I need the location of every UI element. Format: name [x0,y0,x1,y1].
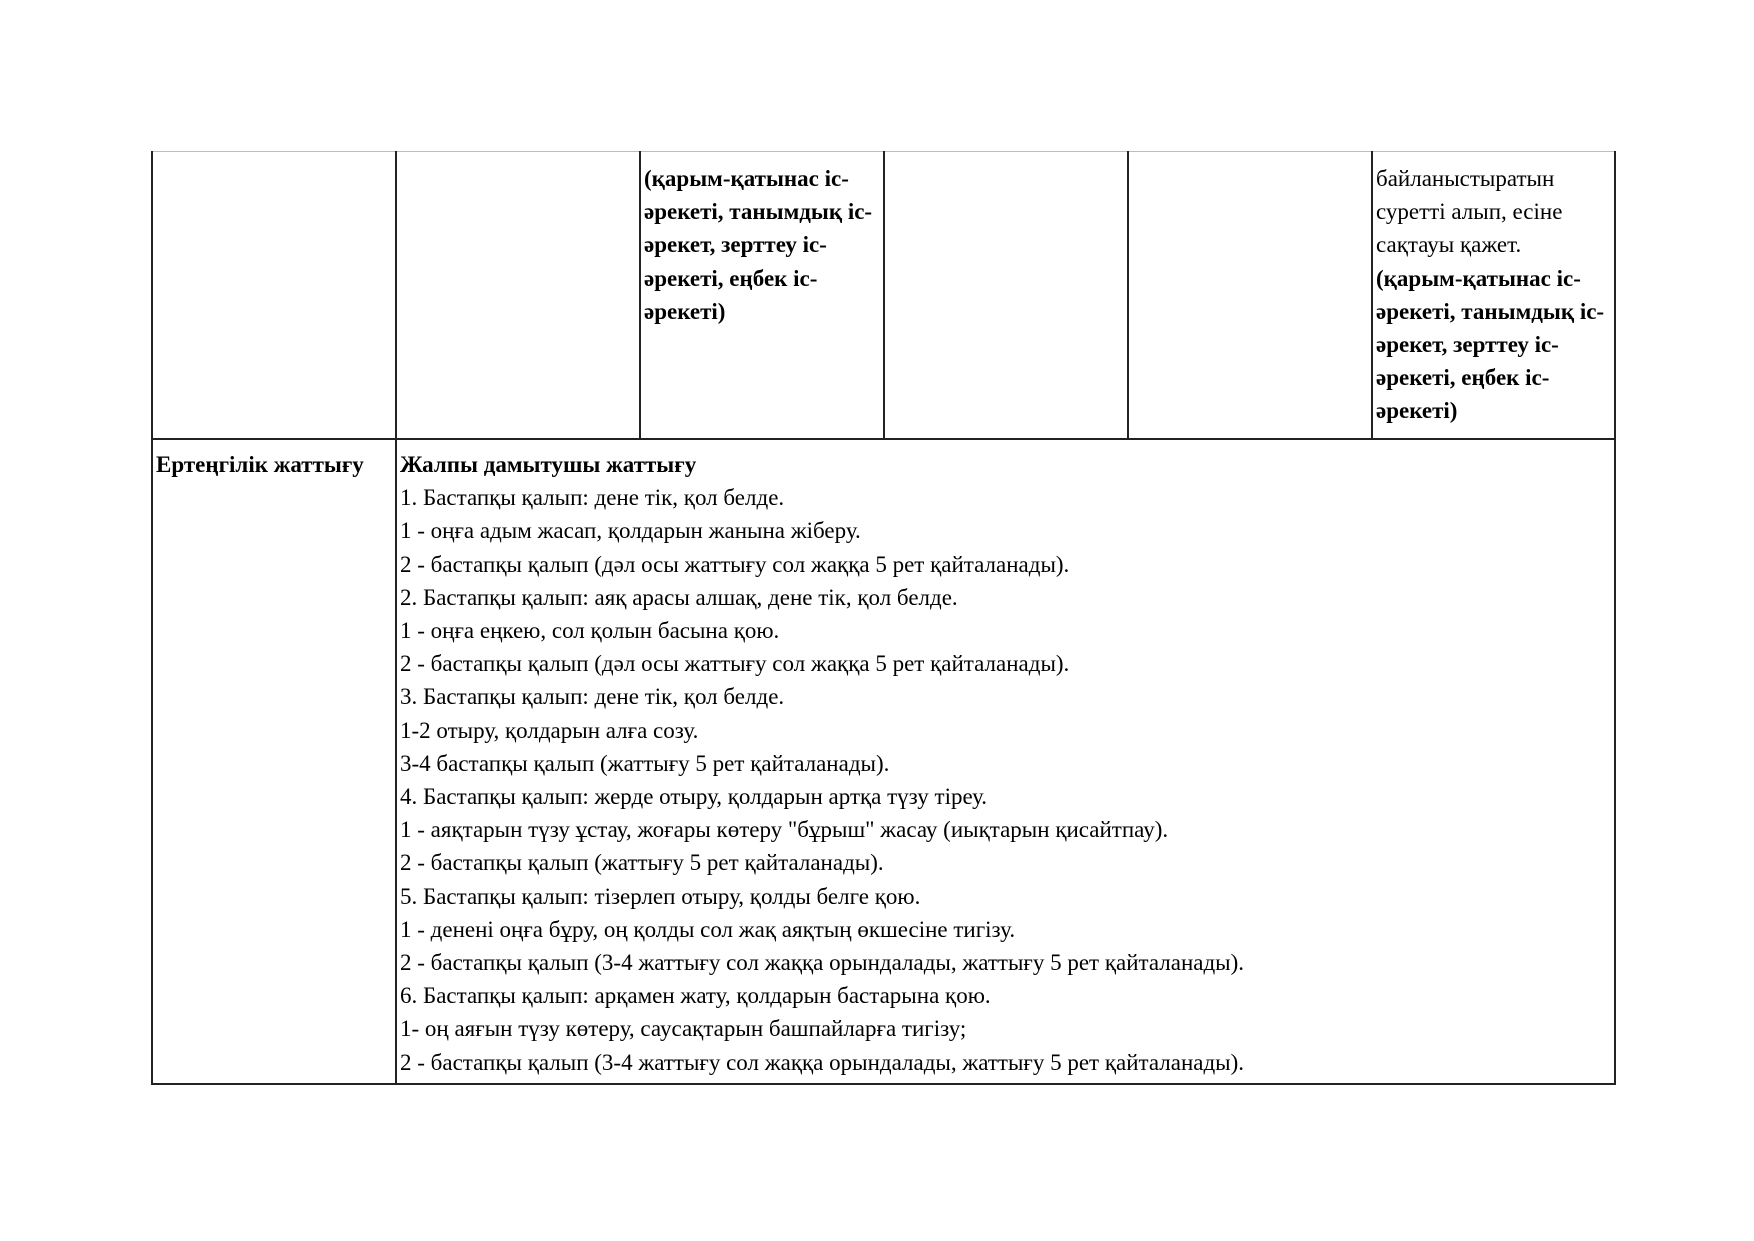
exercise-content-cell [396,439,1615,1084]
exercise-line: 2 - бастапқы қалып (дәл осы жаттығу сол жаққа 5 рет қайталанады). [400,651,1070,677]
table-cell-empty [396,152,640,440]
exercise-line: 3-4 бастапқы қалып (жаттығу 5 рет қайталанады). [400,750,890,776]
lesson-plan-table [151,151,1616,1085]
table-cell [1372,152,1615,440]
exercise-line: 2 - бастапқы қалып (дәл осы жаттығу сол жаққа 5 рет қайталанады). [400,551,1070,577]
table-cell-empty [884,152,1128,440]
exercise-line: 2 - бастапқы қалып (жаттығу 5 рет қайталанады). [400,850,884,876]
table-cell-empty [1128,152,1372,440]
exercise-line: 1-2 отыру, қолдарын алға созу. [400,717,699,743]
exercise-line: 5. Бастапқы қалып: тізерлеп отыру, қолды белге қою. [400,883,921,909]
exercise-line: 2 - бастапқы қалып (3-4 жаттығу сол жаққа орындалады, жаттығу 5 рет қайталанады). [400,1049,1245,1075]
exercise-line: 1 - оңға еңкею, сол қолын басына қою. [400,618,780,644]
table-row [152,152,1615,440]
exercise-line: 2 - бастапқы қалып (3-4 жаттығу сол жаққа орындалады, жаттығу 5 рет қайталанады). [400,950,1245,976]
exercise-line: 4. Бастапқы қалып: жерде отыру, қолдарын артқа түзу тіреу. [400,784,988,810]
table-row [152,439,1615,1084]
exercise-line: 1 - оңға адым жасап, қолдарын жанына жіберу. [400,518,861,544]
table-cell [640,152,884,440]
row-label: Ертеңгілік жаттығу [152,439,396,1084]
exercise-line: 1 - аяқтарын түзу ұстау, жоғары көтеру "бұрыш" жасау (иықтарын қисайтпау). [400,817,1169,843]
table-cell-empty [152,152,396,440]
exercise-line: 1- оң аяғын түзу көтеру, саусақтарын башпайларға тигізу; [400,1016,967,1042]
cell-text: байланыстыратын суретті алып, есіне сақтауы қажет. [1376,166,1563,258]
activity-types-text: (қарым-қатынас іс-әрекеті, танымдық іс-әрекет, зерттеу іс-әрекеті, еңбек іс-әрекеті) [1376,265,1605,424]
activity-types-text: (қарым-қатынас іс-әрекеті, танымдық іс-әрекет, зерттеу іс-әрекеті, еңбек іс-әрекеті) [644,166,873,324]
exercise-title: Жалпы дамытушы жаттығу [400,452,697,477]
exercise-line: 1. Бастапқы қалып: дене тік, қол белде. [400,485,785,511]
exercise-line: 3. Бастапқы қалып: дене тік, қол белде. [400,684,785,710]
exercise-line: 6. Бастапқы қалып: арқамен жату, қолдарын бастарына қою. [400,983,991,1009]
exercise-line: 2. Бастапқы қалып: аяқ арасы алшақ, дене тік, қол белде. [400,584,958,610]
exercise-line: 1 - денені оңға бұру, оң қолды сол жақ аяқтың өкшесіне тигізу. [400,916,1016,942]
